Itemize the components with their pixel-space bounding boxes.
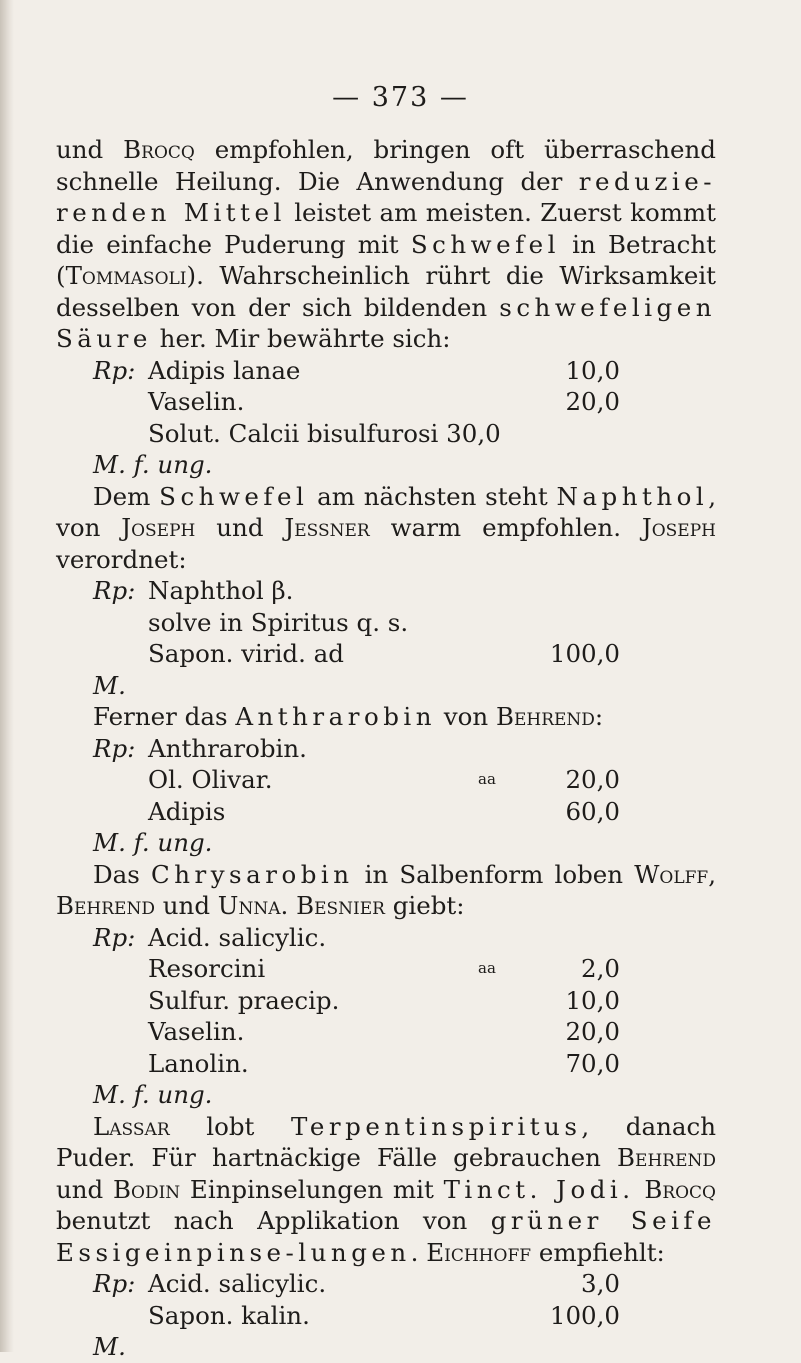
prescription-row: Resorcini aa 2,0 [148, 954, 620, 983]
page-body [56, 134, 716, 1363]
paragraph-chrysarobin: Das Chrysarobin in Salbenform loben Wolff, Behrend und Unna. Besnier giebt: [56, 859, 716, 920]
author-unna: Unna [217, 891, 281, 920]
book-binding-edge [0, 0, 14, 1352]
prescription-row: Solut. Calcii bisulfurosi 30,0 [148, 418, 501, 448]
prescription-directive: M. [93, 670, 126, 700]
prescription-row: Sulfur. praecip. 10,0 [148, 985, 620, 1015]
prescription-row: Vaselin. 20,0 [148, 1017, 620, 1046]
emphasis-anthrarobin: Anthrarobin [235, 702, 436, 731]
author-bodin: Bodin [113, 1174, 181, 1204]
emphasis-gruener-seife: grüner Seife [490, 1206, 716, 1235]
prescription-2 [93, 575, 716, 701]
author-joseph: Joseph [641, 513, 716, 542]
prescription-3 [93, 733, 716, 859]
emphasis-reduzierende-mittel: reduzie-renden Mittel [56, 166, 716, 227]
prescription-row: Adipis 60,0 [148, 796, 620, 826]
author-joseph: Joseph [121, 513, 196, 542]
emphasis-essigeinpinselungen: Essigeinpinse-lungen [56, 1237, 411, 1267]
prescription-row: Sapon. virid. ad 100,0 [148, 639, 620, 668]
prescription-row: Rp: Naphthol β. [93, 576, 294, 605]
paragraph-lassar: Lassar lobt Terpentinspiritus, danach Puder. Für hartnäckige Fälle gebrauchen Behrend und Bodin Einpinselungen mit Tinct. Jodi. Brocq benutzt nach Applikation von grüner Seife Essigeinpinse-lungen. Eichhoff empfiehlt: [56, 1111, 716, 1267]
prescription-directive: M. f. ung. [93, 828, 213, 857]
author-behrend: Behrend [56, 891, 155, 920]
author-behrend: Behrend [617, 1143, 716, 1172]
prescription-row: Vaselin. 20,0 [148, 387, 620, 416]
author-eichhoff: Eichhoff [426, 1237, 532, 1267]
paragraph-brocq: und Brocq empfohlen, bringen oft überraschend schnelle Heilung. Die Anwendung der reduzie-renden Mittel leistet am meisten. Zuerst kommt die einfache Puderung mit Schwefel in Betracht (Tommasoli). Wahrscheinlich rührt die Wirksamkeit desselben von der sich bildenden schwefeligen Säure her. Mir bewährte sich: [56, 135, 716, 353]
paragraph-naphthol: Dem Schwefel am nächsten steht Naphthol, von Joseph und Jessner warm empfohlen. Joseph verordnet: [56, 481, 716, 574]
prescription-row: solve in Spiritus q. s. [148, 607, 409, 637]
prescription-row: Sapon. kalin. 100,0 [148, 1300, 620, 1330]
emphasis-tinct-jodi: Tinct. Jodi. [443, 1174, 635, 1204]
author-behrend: Behrend [495, 702, 595, 731]
prescription-directive: M. [93, 1332, 126, 1361]
paragraph-anthrarobin: Ferner das Anthrarobin von Behrend: [93, 702, 604, 731]
author-lassar: Lassar [93, 1111, 170, 1141]
author-besnier: Besnier [296, 891, 385, 920]
prescription-directive: M. f. ung. [93, 1080, 213, 1109]
emphasis-naphthol: Naphthol [556, 481, 709, 511]
prescription-1 [93, 355, 716, 481]
author-brocq: Brocq [123, 135, 195, 164]
author-tommasoli: Tommasoli [65, 261, 187, 290]
prescription-directive: M. f. ung. [93, 450, 213, 479]
author-brocq: Brocq [644, 1174, 716, 1204]
author-wolff: Wolff [634, 859, 709, 889]
prescription-row: Rp: Acid. salicylic. [93, 922, 327, 952]
prescription-row: Rp: Acid. salicylic. 3,0 [93, 1269, 620, 1298]
emphasis-schwefel: Schwefel [410, 229, 560, 259]
page-number: — 373 — [332, 82, 469, 113]
prescription-row: Ol. Olivar. aa 20,0 [148, 765, 620, 794]
prescription-4 [93, 922, 716, 1111]
prescription-row: Rp: Anthrarobin. [93, 733, 307, 763]
emphasis-terpentinspiritus: Terpentinspiritus [290, 1111, 582, 1141]
emphasis-chrysarobin: Chrysarobin [150, 859, 354, 889]
author-jessner: Jessner [284, 513, 370, 542]
emphasis-schwefelige-saeure: schwefeligen Säure [56, 292, 716, 353]
prescription-row: Rp: Adipis lanae 10,0 [93, 355, 620, 385]
prescription-5 [93, 1268, 716, 1363]
emphasis-schwefel: Schwefel [159, 481, 309, 511]
prescription-row: Lanolin. 70,0 [148, 1048, 620, 1078]
